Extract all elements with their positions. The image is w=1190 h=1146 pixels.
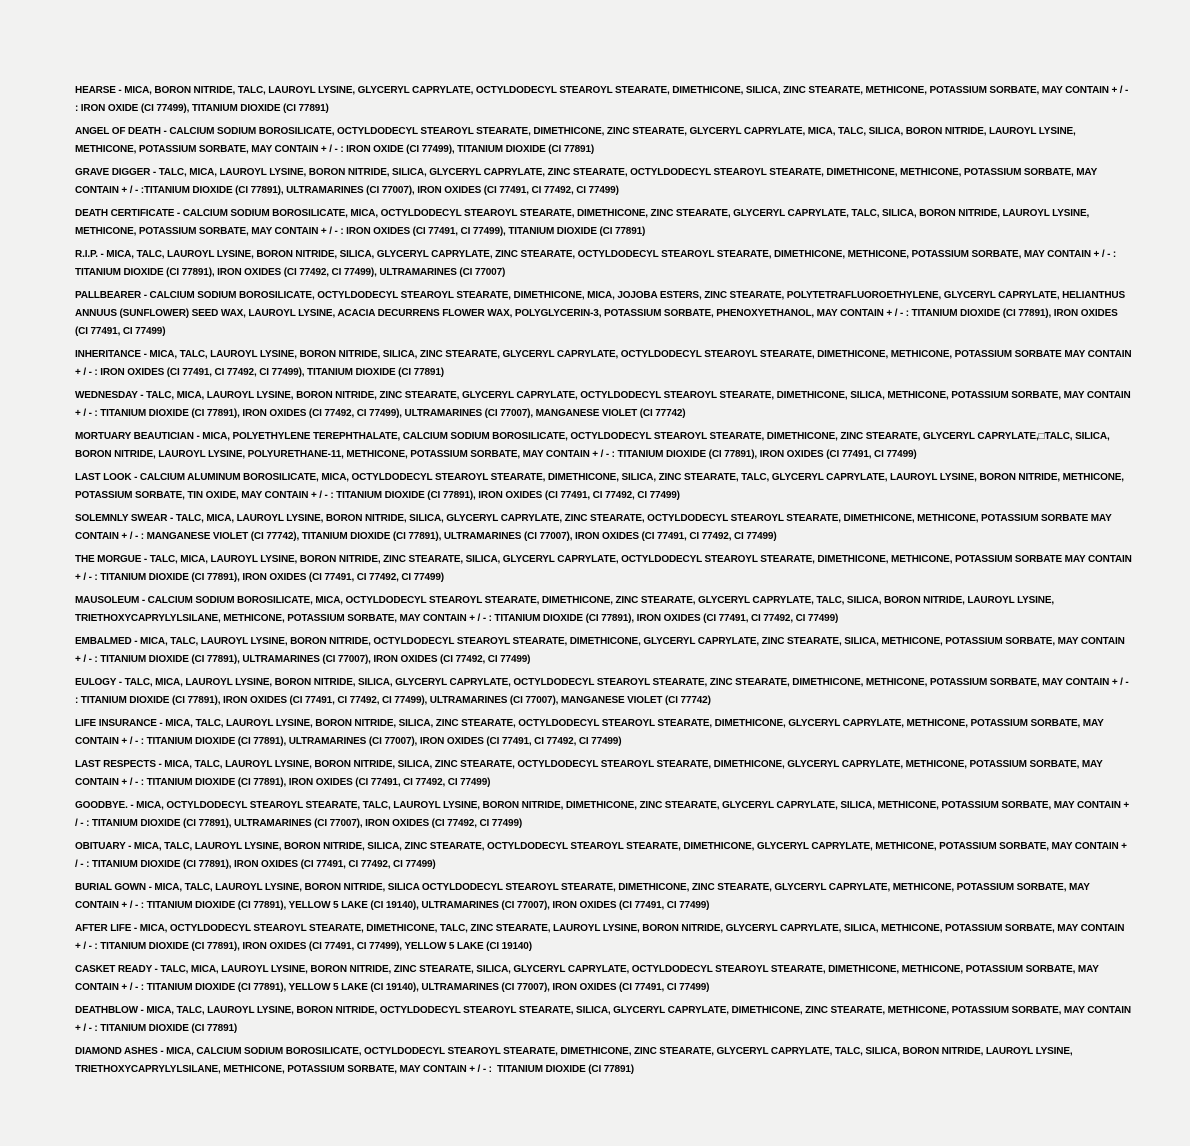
ingredient-entry <box>75 287 1132 341</box>
ingredient-list-text: MICA, TALC, LAUROYL LYSINE, BORON NITRIDE, SILICA, ZINC STEARATE, GLYCERYL CAPRYLATE, OCTYLDODECYL STEAROYL STEARATE, DIMETHICONE, METHICONE, POTASSIUM SORBATE MAY CONTAIN + / - : IRON OXIDES (CI 77491, CI 77492, CI 77499), TITANIUM DIOXIDE (CI 77891) <box>75 349 1135 378</box>
ingredient-entry <box>75 82 1132 118</box>
shade-separator: - <box>141 554 150 565</box>
ingredient-entry <box>75 205 1132 241</box>
shade-separator: - <box>137 1005 147 1016</box>
shade-separator: - <box>156 718 166 729</box>
shade-name: LAST RESPECTS <box>75 759 156 770</box>
shade-separator: - <box>167 513 176 524</box>
ingredient-list-text: MICA, TALC, LAUROYL LYSINE, BORON NITRIDE, SILICA OCTYLDODECYL STEAROYL STEARATE, DIMETHICONE, ZINC STEARATE, GLYCERYL CAPRYLATE, METHICONE, POTASSIUM SORBATE, MAY CONTAIN + / - : TITANIUM DIOXIDE (CI 77891), YELLOW 5 LAKE (CI 19140), ULTRAMARINES (CI 77007), IRON OXIDES (CI 77491, CI 77499) <box>75 882 1093 911</box>
shade-name: MAUSOLEUM <box>75 595 140 606</box>
ingredient-list-text: TALC, MICA, LAUROYL LYSINE, BORON NITRIDE, ZINC STEARATE, SILICA, GLYCERYL CAPRYLATE, OCTYLDODECYL STEAROYL STEARATE, DIMETHICONE, METHICONE, POTASSIUM SORBATE, MAY CONTAIN + / - : TITANIUM DIOXIDE (CI 77891), YELLOW 5 LAKE (CI 19140), ULTRAMARINES (CI 77007), IRON OXIDES (CI 77491, CI 77499) <box>75 964 1102 993</box>
ingredient-entry <box>75 123 1132 159</box>
shade-name: ANGEL OF DEATH <box>75 126 161 137</box>
shade-name: R.I.P. <box>75 249 98 260</box>
ingredient-entry <box>75 469 1132 505</box>
shade-name: OBITUARY <box>75 841 126 852</box>
shade-name: EULOGY <box>75 677 117 688</box>
shade-separator: - <box>150 167 159 178</box>
shade-name: LIFE INSURANCE <box>75 718 157 729</box>
shade-separator: - <box>174 208 183 219</box>
shade-name: DEATH CERTIFICATE <box>75 208 175 219</box>
ingredient-list-text: MICA, TALC, LAUROYL LYSINE, BORON NITRIDE, SILICA, ZINC STEARATE, OCTYLDODECYL STEAROYL STEARATE, DIMETHICONE, GLYCERYL CAPRYLATE, METHICONE, POTASSIUM SORBATE, MAY CONTAIN + / - : TITANIUM DIOXIDE (CI 77891), IRON OXIDES (CI 77491, CI 77492, CI 77499) <box>75 759 1106 788</box>
shade-separator: - <box>140 349 150 360</box>
shade-separator: - <box>131 472 140 483</box>
shade-separator: - <box>145 882 155 893</box>
ingredient-list-text: TALC, MICA, LAUROYL LYSINE, BORON NITRIDE, SILICA, GLYCERYL CAPRYLATE, ZINC STEARATE, OCTYLDODECYL STEAROYL STEARATE, DIMETHICONE, METHICONE, POTASSIUM SORBATE MAY CONTAIN + / - : MANGANESE VIOLET (CI 77742), TITANIUM DIOXIDE (CI 77891), ULTRAMARINES (CI 77007), IRON OXIDES (CI 77491, CI 77492, CI 77499) <box>75 513 1115 542</box>
ingredient-list-text: MICA, TALC, LAUROYL LYSINE, BORON NITRIDE, OCTYLDODECYL STEAROYL STEARATE, DIMETHICONE, GLYCERYL CAPRYLATE, ZINC STEARATE, SILICA, METHICONE, POTASSIUM SORBATE, MAY CONTAIN + / - : TITANIUM DIOXIDE (CI 77891), ULTRAMARINES (CI 77007), IRON OXIDES (CI 77492, CI 77499) <box>75 636 1128 665</box>
shade-separator: - <box>116 677 125 688</box>
shade-name: GOODBYE. <box>75 800 128 811</box>
shade-separator: - <box>131 636 141 647</box>
ingredient-entry <box>75 387 1132 423</box>
shade-name: HEARSE <box>75 85 116 96</box>
ingredient-list-text: CALCIUM SODIUM BOROSILICATE, MICA, OCTYLDODECYL STEAROYL STEARATE, DIMETHICONE, ZINC STEARATE, GLYCERYL CAPRYLATE, TALC, SILICA, BORON NITRIDE, LAUROYL LYSINE, METHICONE, POTASSIUM SORBATE, MAY CONTAIN + / - : IRON OXIDES (CI 77491, CI 77499), TITANIUM DIOXIDE (CI 77891) <box>75 208 1092 237</box>
shade-name: THE MORGUE <box>75 554 142 565</box>
shade-separator: - <box>193 431 203 442</box>
ingredient-entry <box>75 715 1132 751</box>
shade-separator: - <box>151 964 161 975</box>
ingredient-list-text: MICA, BORON NITRIDE, TALC, LAUROYL LYSINE, GLYCERYL CAPRYLATE, OCTYLDODECYL STEAROYL STEARATE, DIMETHICONE, SILICA, ZINC STEARATE, METHICONE, POTASSIUM SORBATE, MAY CONTAIN + / - : IRON OXIDE (CI 77499), TITANIUM DIOXIDE (CI 77891) <box>75 85 1131 114</box>
shade-name: DEATHBLOW <box>75 1005 138 1016</box>
shade-name: WEDNESDAY <box>75 390 138 401</box>
ingredient-entry <box>75 164 1132 200</box>
shade-name: AFTER LIFE <box>75 923 132 934</box>
ingredient-list-text: MICA, TALC, LAUROYL LYSINE, BORON NITRIDE, SILICA, ZINC STEARATE, OCTYLDODECYL STEAROYL STEARATE, DIMETHICONE, GLYCERYL CAPRYLATE, METHICONE, POTASSIUM SORBATE, MAY CONTAIN + / - : TITANIUM DIOXIDE (CI 77891), ULTRAMARINES (CI 77007), IRON OXIDES (CI 77491, CI 77492, CI 77499) <box>75 718 1107 747</box>
shade-separator: - <box>160 126 170 137</box>
ingredient-list-text: CALCIUM ALUMINUM BOROSILICATE, MICA, OCTYLDODECYL STEAROYL STEARATE, DIMETHICONE, SILICA, ZINC STEARATE, TALC, GLYCERYL CAPRYLATE, LAUROYL LYSINE, BORON NITRIDE, METHICONE, POTASSIUM SORBATE, TIN OXIDE, MAY CONTAIN + / - : TITANIUM DIOXIDE (CI 77891), IRON OXIDES (CI 77491, CI 77492, CI 77499) <box>75 472 1127 501</box>
shade-name: BURIAL GOWN <box>75 882 146 893</box>
ingredient-list-text: MICA, OCTYLDODECYL STEAROYL STEARATE, TALC, LAUROYL LYSINE, BORON NITRIDE, DIMETHICONE, ZINC STEARATE, GLYCERYL CAPRYLATE, SILICA, METHICONE, POTASSIUM SORBATE, MAY CONTAIN + / - : TITANIUM DIOXIDE (CI 77891), ULTRAMARINES (CI 77007), IRON OXIDES (CI 77492, CI 77499) <box>75 800 1132 829</box>
ingredient-entry <box>75 428 1132 464</box>
ingredient-list-text: TALC, MICA, LAUROYL LYSINE, BORON NITRIDE, ZINC STEARATE, SILICA, GLYCERYL CAPRYLATE, OCTYLDODECYL STEAROYL STEARATE, DIMETHICONE, METHICONE, POTASSIUM SORBATE MAY CONTAIN + / - : TITANIUM DIOXIDE (CI 77891), IRON OXIDES (CI 77491, CI 77492, CI 77499) <box>75 554 1135 583</box>
shade-separator: - <box>97 249 107 260</box>
ingredient-list-text: TALC, MICA, LAUROYL LYSINE, BORON NITRIDE, ZINC STEARATE, GLYCERYL CAPRYLATE, OCTYLDODECYL STEAROYL STEARATE, DIMETHICONE, SILICA, METHICONE, POTASSIUM SORBATE, MAY CONTAIN + / - : TITANIUM DIOXIDE (CI 77891), IRON OXIDES (CI 77492, CI 77499), ULTRAMARINES (CI 77007), MANGANESE VIOLET (CI 77742) <box>75 390 1134 419</box>
shade-name: DIAMOND ASHES <box>75 1046 158 1057</box>
shade-name: SOLEMNLY SWEAR <box>75 513 168 524</box>
ingredient-list-text: MICA, CALCIUM SODIUM BOROSILICATE, OCTYLDODECYL STEAROYL STEARATE, DIMETHICONE, ZINC STEARATE, GLYCERYL CAPRYLATE, TALC, SILICA, BORON NITRIDE, LAUROYL LYSINE, TRIETHOXYCAPRYLYLSILANE, METHICONE, POTASSIUM SORBATE, MAY CONTAIN + / - : TITANIUM DIOXIDE (CI 77891) <box>75 1046 1076 1075</box>
shade-separator: - <box>141 290 150 301</box>
ingredient-entry <box>75 633 1132 669</box>
shade-separator: - <box>127 800 137 811</box>
shade-separator: - <box>115 85 125 96</box>
ingredient-list-text: CALCIUM SODIUM BOROSILICATE, OCTYLDODECYL STEAROYL STEARATE, DIMETHICONE, ZINC STEARATE, GLYCERYL CAPRYLATE, MICA, TALC, SILICA, BORON NITRIDE, LAUROYL LYSINE, METHICONE, POTASSIUM SORBATE, MAY CONTAIN + / - : IRON OXIDE (CI 77499), TITANIUM DIOXIDE (CI 77891) <box>75 126 1079 155</box>
shade-name: PALLBEARER <box>75 290 142 301</box>
ingredient-entry <box>75 797 1132 833</box>
shade-name: EMBALMED <box>75 636 132 647</box>
ingredient-list-text: CALCIUM SODIUM BOROSILICATE, OCTYLDODECYL STEAROYL STEARATE, DIMETHICONE, MICA, JOJOBA ESTERS, ZINC STEARATE, POLYTETRAFLUOROETHYLENE, GLYCERYL CAPRYLATE, HELIANTHUS ANNUUS (SUNFLOWER) SEED WAX, LAUROYL LYSINE, ACACIA DECURRENS FLOWER WAX, POLYGLYCERIN-3, POTASSIUM SORBATE, PHENOXYETHANOL, MAY CONTAIN + / - : TITANIUM DIOXIDE (CI 77891), IRON OXIDES (CI 77491, CI 77499) <box>75 290 1128 337</box>
shade-name: INHERITANCE <box>75 349 141 360</box>
ingredient-list-text: TALC, MICA, LAUROYL LYSINE, BORON NITRIDE, SILICA, GLYCERYL CAPRYLATE, ZINC STEARATE, OCTYLDODECYL STEAROYL STEARATE, DIMETHICONE, METHICONE, POTASSIUM SORBATE, MAY CONTAIN + / - :TITANIUM DIOXIDE (CI 77891), ULTRAMARINES (CI 77007), IRON OXIDES (CI 77491, CI 77492, CI 77499) <box>75 167 1100 196</box>
shade-name: LAST LOOK <box>75 472 132 483</box>
ingredient-list-text: MICA, OCTYLDODECYL STEAROYL STEARATE, DIMETHICONE, TALC, ZINC STEARATE, LAUROYL LYSINE, BORON NITRIDE, GLYCERYL CAPRYLATE, SILICA, METHICONE, POTASSIUM SORBATE, MAY CONTAIN + / - : TITANIUM DIOXIDE (CI 77891), IRON OXIDES (CI 77491, CI 77499), YELLOW 5 LAKE (CI 19140) <box>75 923 1127 952</box>
shade-name: CASKET READY <box>75 964 152 975</box>
ingredient-entry <box>75 510 1132 546</box>
ingredient-entry <box>75 838 1132 874</box>
ingredient-entry <box>75 920 1132 956</box>
shade-separator: - <box>155 759 165 770</box>
ingredient-entry <box>75 961 1132 997</box>
shade-separator: - <box>125 841 134 852</box>
shade-separator: - <box>157 1046 167 1057</box>
ingredient-entry <box>75 551 1135 587</box>
ingredient-entry <box>75 346 1135 382</box>
ingredient-list-text: MICA, TALC, LAUROYL LYSINE, BORON NITRIDE, SILICA, ZINC STEARATE, OCTYLDODECYL STEAROYL STEARATE, DIMETHICONE, GLYCERYL CAPRYLATE, METHICONE, POTASSIUM SORBATE, MAY CONTAIN + / - : TITANIUM DIOXIDE (CI 77891), IRON OXIDES (CI 77491, CI 77492, CI 77499) <box>75 841 1130 870</box>
ingredient-entry <box>75 674 1132 710</box>
ingredient-list-text: TALC, MICA, LAUROYL LYSINE, BORON NITRIDE, SILICA, GLYCERYL CAPRYLATE, OCTYLDODECYL STEAROYL STEARATE, ZINC STEARATE, DIMETHICONE, METHICONE, POTASSIUM SORBATE, MAY CONTAIN + / - : TITANIUM DIOXIDE (CI 77891), IRON OXIDES (CI 77491, CI 77492, CI 77499), ULTRAMARINES (CI 77007), MANGANESE VIOLET (CI 77742) <box>75 677 1132 706</box>
ingredient-list-text: CALCIUM SODIUM BOROSILICATE, MICA, OCTYLDODECYL STEAROYL STEARATE, DIMETHICONE, ZINC STEARATE, GLYCERYL CAPRYLATE, TALC, SILICA, BORON NITRIDE, LAUROYL LYSINE, TRIETHOXYCAPRYLYLSILANE, METHICONE, POTASSIUM SORBATE, MAY CONTAIN + / - : TITANIUM DIOXIDE (CI 77891), IRON OXIDES (CI 77491, CI 77492, CI 77499) <box>75 595 1057 624</box>
ingredient-list-text: MICA, TALC, LAUROYL LYSINE, BORON NITRIDE, OCTYLDODECYL STEAROYL STEARATE, SILICA, GLYCERYL CAPRYLATE, DIMETHICONE, ZINC STEARATE, METHICONE, POTASSIUM SORBATE, MAY CONTAIN + / - : TITANIUM DIOXIDE (CI 77891) <box>75 1005 1134 1034</box>
ingredient-entry <box>75 1043 1132 1079</box>
shade-name: GRAVE DIGGER <box>75 167 151 178</box>
ingredient-entry <box>75 756 1132 792</box>
shade-separator: - <box>131 923 140 934</box>
ingredient-entry <box>75 592 1132 628</box>
shade-name: MORTUARY BEAUTICIAN <box>75 431 194 442</box>
ingredient-list-text: MICA, POLYETHYLENE TEREPHTHALATE, CALCIUM SODIUM BOROSILICATE, OCTYLDODECYL STEAROYL STEARATE, DIMETHICONE, ZINC STEARATE, GLYCERYL CAPRYLATE,□TALC, SILICA, BORON NITRIDE, LAUROYL LYSINE, POLYURETHANE-11, METHICONE, POTASSIUM SORBATE, MAY CONTAIN + / - : TITANIUM DIOXIDE (CI 77891), IRON OXIDES (CI 77491, CI 77499) <box>75 431 1113 460</box>
ingredient-list-text: MICA, TALC, LAUROYL LYSINE, BORON NITRIDE, SILICA, GLYCERYL CAPRYLATE, ZINC STEARATE, OCTYLDODECYL STEAROYL STEARATE, DIMETHICONE, METHICONE, POTASSIUM SORBATE, MAY CONTAIN + / - : TITANIUM DIOXIDE (CI 77891), IRON OXIDES (CI 77492, CI 77499), ULTRAMARINES (CI 77007) <box>75 249 1119 278</box>
ingredient-entry <box>75 879 1132 915</box>
ingredient-entry <box>75 246 1132 282</box>
shade-separator: - <box>137 390 146 401</box>
ingredient-entry <box>75 1002 1132 1038</box>
shade-separator: - <box>139 595 148 606</box>
